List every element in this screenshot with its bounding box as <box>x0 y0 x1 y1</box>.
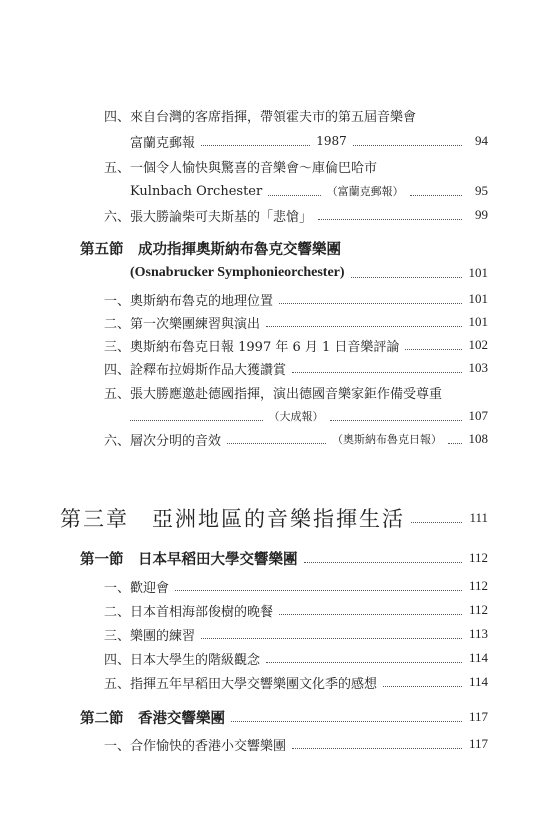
toc-entry-label: 三、樂團的練習 <box>104 628 196 644</box>
leader-dots <box>351 277 462 278</box>
chapter-title: 第三章 亞洲地區的音樂指揮生活 <box>60 507 405 531</box>
toc-entry <box>0 180 560 202</box>
toc-entry-note: （大成報） <box>268 410 324 423</box>
toc-entry-label: 五、一個令人愉快與驚喜的音樂會～庫倫巴哈市 <box>104 160 378 176</box>
toc-entry-page: 112 <box>468 578 488 593</box>
toc-entry <box>0 311 560 333</box>
toc-entry <box>0 288 560 310</box>
leader-dots <box>266 326 462 327</box>
toc-entry-page: 113 <box>468 626 488 641</box>
leader-dots <box>448 443 462 444</box>
toc-entry-label: 富蘭克郵報 <box>130 135 196 151</box>
leader-dots <box>130 420 263 421</box>
leader-dots <box>292 372 462 373</box>
leader-dots <box>266 662 462 663</box>
toc-entry <box>0 599 560 621</box>
section-heading <box>0 706 560 728</box>
toc-entry-label: 三、奧斯納布魯克日報 1997 年 6 月 1 日音樂評論 <box>104 339 400 355</box>
section-heading <box>0 547 560 569</box>
toc-entry-page: 117 <box>468 709 488 724</box>
toc-entry-label: 五、指揮五年早稻田大學交響樂團文化季的感想 <box>104 676 378 692</box>
leader-dots <box>411 522 462 523</box>
toc-entry-label: 二、第一次樂團練習與演出 <box>104 316 261 332</box>
leader-dots <box>279 614 462 615</box>
leader-dots <box>279 303 462 304</box>
section-heading <box>0 237 560 259</box>
toc-entry <box>0 647 560 669</box>
leader-dots <box>383 686 462 687</box>
toc-entry <box>0 575 560 597</box>
toc-entry <box>0 104 560 126</box>
toc-entry <box>0 334 560 356</box>
toc-entry-page: 99 <box>475 207 488 222</box>
toc-entry-page: 117 <box>468 736 488 751</box>
toc-entry <box>0 357 560 379</box>
leader-dots <box>353 145 462 146</box>
leader-dots <box>201 145 310 146</box>
toc-entry-page: 114 <box>468 674 488 689</box>
leader-dots <box>175 590 462 591</box>
toc-entry <box>0 733 560 755</box>
toc-entry-note: （奧斯納布魯克日報） <box>332 433 442 446</box>
toc-entry-label: Kulnbach Orchester <box>130 183 263 199</box>
toc-entry-label: 六、層次分明的音效 <box>104 433 222 449</box>
chapter-heading <box>0 503 560 533</box>
leader-dots <box>231 721 462 722</box>
toc-entry-note: （富蘭克郵報） <box>326 185 404 198</box>
toc-entry-label: 五、張大勝應邀赴德國指揮，演出德國音樂家鉅作備受尊重 <box>104 386 443 402</box>
leader-dots <box>405 349 462 350</box>
toc-entry-page: 102 <box>468 337 488 352</box>
leader-dots <box>268 195 320 196</box>
section-title: 第二節 香港交響樂團 <box>80 709 225 727</box>
toc-entry-label: 四、詮釋布拉姆斯作品大獲讚賞 <box>104 362 287 378</box>
toc-entry-label: 一、合作愉快的香港小交響樂團 <box>104 738 287 754</box>
toc-entry <box>0 130 560 152</box>
toc-entry <box>0 405 560 427</box>
toc-entry <box>0 671 560 693</box>
toc-entry-label: 四、日本大學生的階級觀念 <box>104 652 261 668</box>
toc-entry-label: 六、張大勝論柴可夫斯基的「悲愴」 <box>104 209 313 225</box>
toc-entry-page: 94 <box>475 133 488 148</box>
toc-entry-page: 101 <box>468 314 488 329</box>
toc-entry-page: 108 <box>468 431 488 446</box>
toc-entry-label: 四、來自台灣的客席指揮，帶領霍夫市的第五屆音樂會 <box>104 109 417 125</box>
toc-entry-label: 二、日本首相海部俊樹的晚餐 <box>104 604 274 620</box>
toc-entry-page: 107 <box>468 408 488 423</box>
leader-dots <box>330 420 463 421</box>
leader-dots <box>227 443 326 444</box>
toc-entry <box>0 204 560 226</box>
section-subtitle: (Osnabrucker Symphonieorchester) <box>130 265 345 280</box>
section-title: 第一節 日本早稻田大學交響樂團 <box>80 550 298 568</box>
toc-entry-page: 95 <box>475 183 488 198</box>
toc-entry-page: 112 <box>468 550 488 565</box>
leader-dots <box>318 219 462 220</box>
toc-entry-label: 一、奧斯納布魯克的地理位置 <box>104 293 274 309</box>
toc-entry <box>0 155 560 177</box>
toc-entry-page: 111 <box>469 510 488 525</box>
toc-entry-label: 一、歡迎會 <box>104 580 170 596</box>
toc-entry-page: 103 <box>468 360 488 375</box>
toc-entry-note: 1987 <box>316 134 347 148</box>
toc-entry <box>0 623 560 645</box>
toc-entry-page: 114 <box>468 650 488 665</box>
leader-dots <box>304 562 463 563</box>
toc-entry <box>0 381 560 403</box>
leader-dots <box>292 748 462 749</box>
leader-dots <box>410 195 462 196</box>
toc-entry-page: 101 <box>468 265 488 280</box>
toc-entry-page: 112 <box>468 602 488 617</box>
toc-entry-page: 101 <box>468 291 488 306</box>
leader-dots <box>201 638 462 639</box>
toc-entry <box>0 262 560 284</box>
toc-entry <box>0 428 560 450</box>
section-title: 第五節 成功指揮奧斯納布魯克交響樂團 <box>80 240 341 258</box>
